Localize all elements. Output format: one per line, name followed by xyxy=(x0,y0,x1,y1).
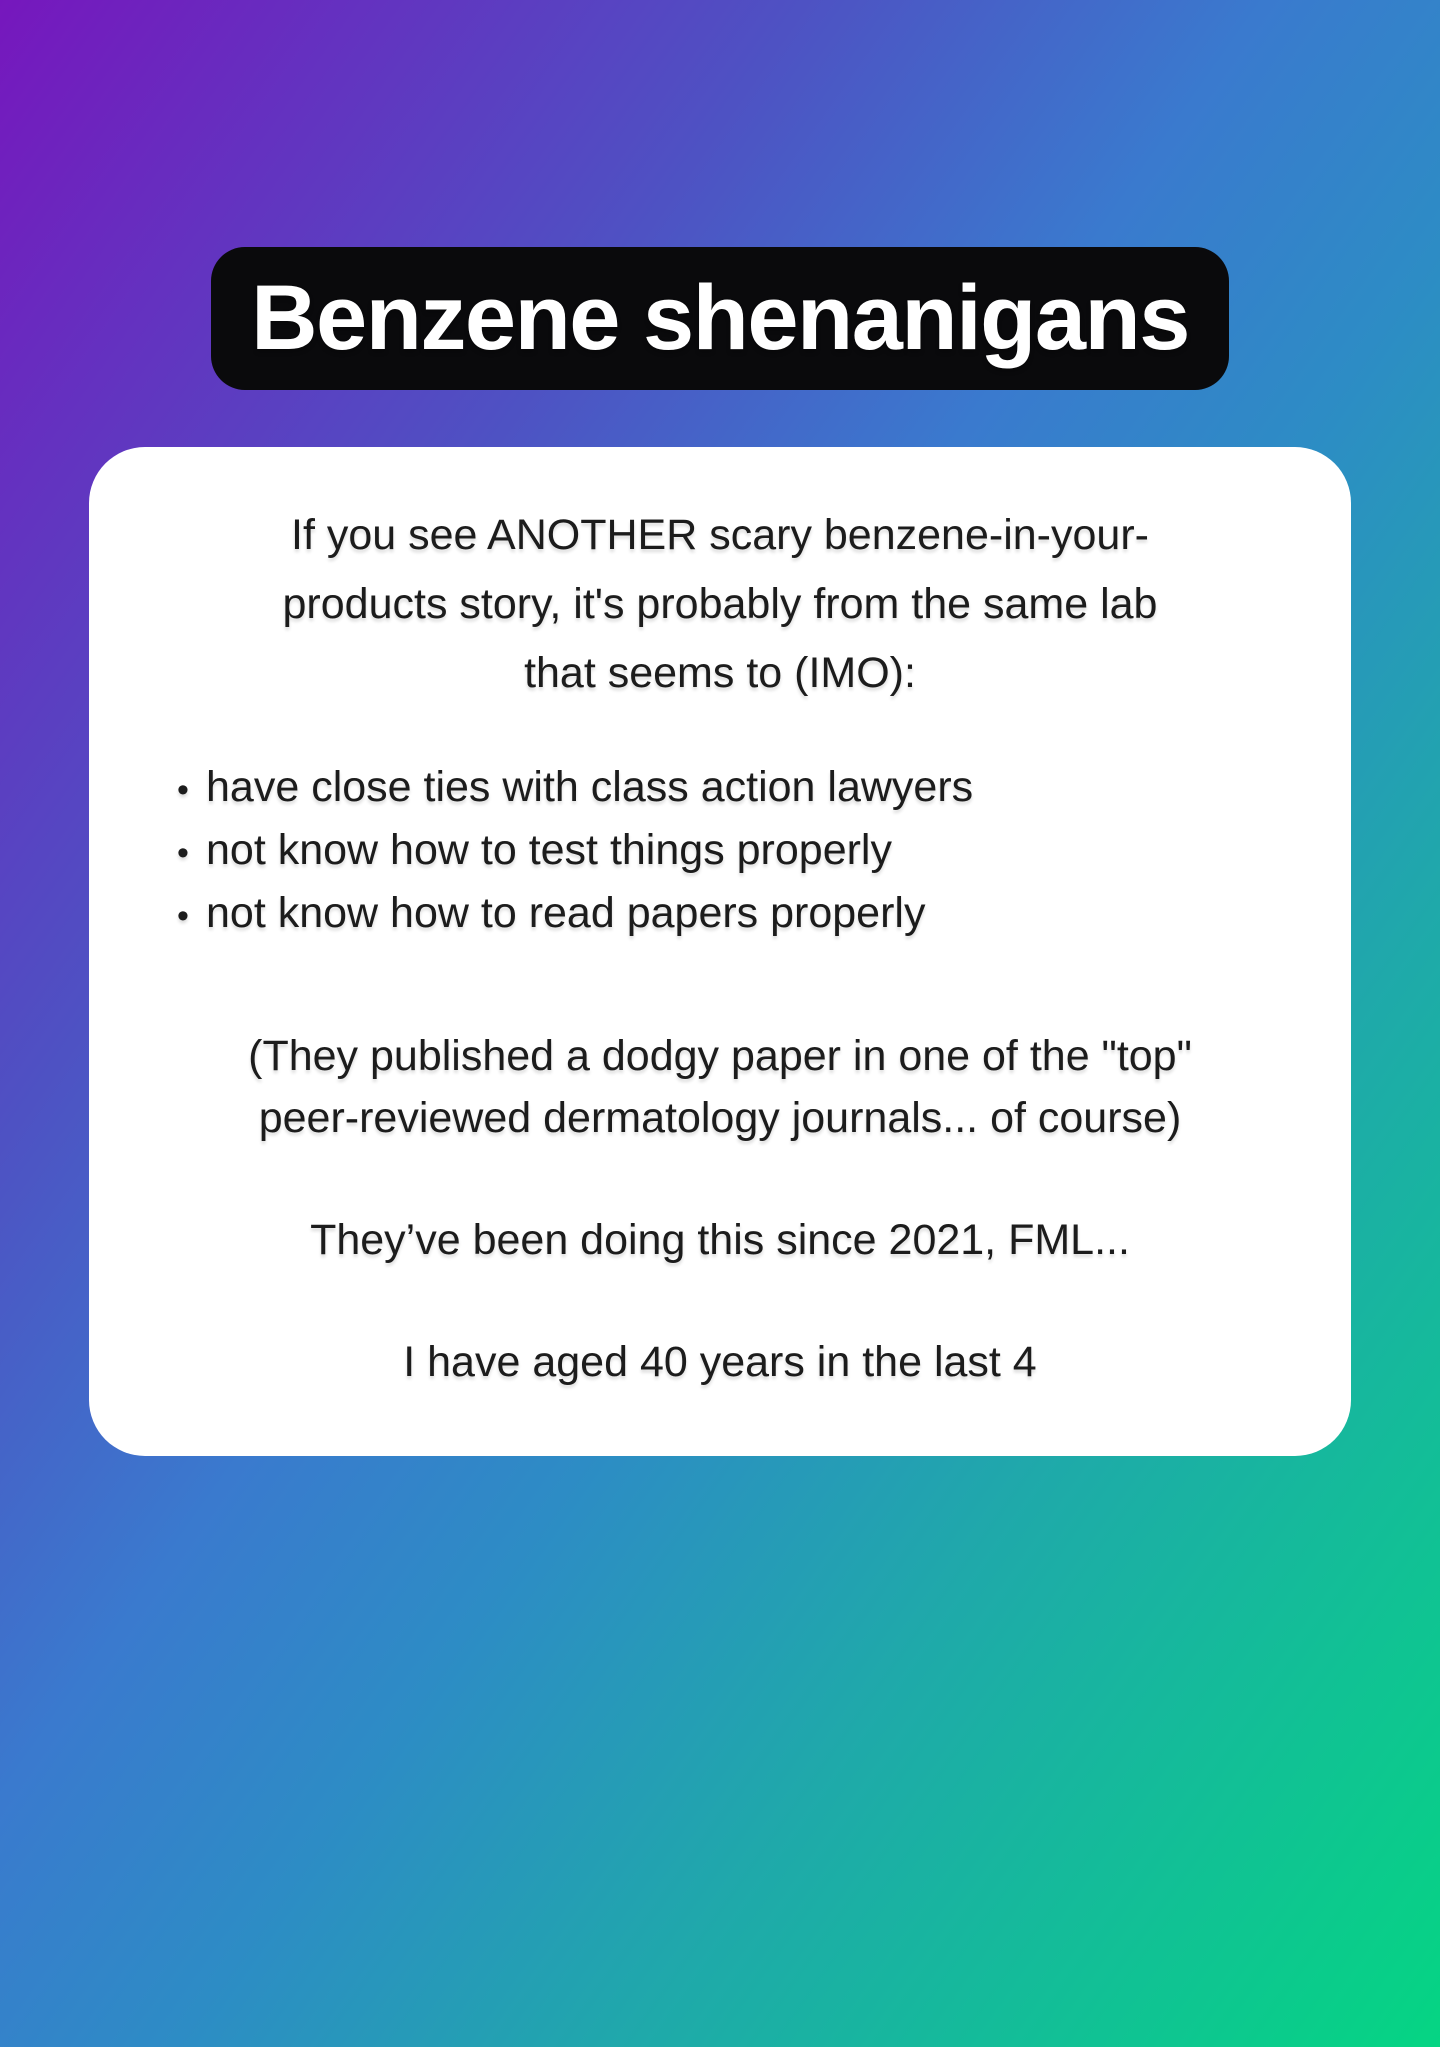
list-item xyxy=(177,883,1291,946)
parenthetical-line: (They published a dodgy paper in one of the "top" xyxy=(248,1032,1192,1080)
statement-aged: I have aged 40 years in the last 4 xyxy=(403,1338,1037,1386)
bullet-icon: • xyxy=(177,834,189,872)
bullet-text: have close ties with class action lawyers xyxy=(206,763,974,811)
bullet-text: not know how to read papers properly xyxy=(206,889,926,937)
intro-line: If you see ANOTHER scary benzene-in-your- xyxy=(291,511,1149,559)
page-title: Benzene shenanigans xyxy=(251,267,1189,369)
list-item xyxy=(177,757,1291,820)
parenthetical-paragraph xyxy=(149,1025,1291,1149)
bullet-icon: • xyxy=(177,771,189,809)
gradient-background xyxy=(0,247,1440,1456)
content-card xyxy=(89,447,1351,1456)
title-box xyxy=(211,247,1229,390)
parenthetical-line: peer-reviewed dermatology journals... of course) xyxy=(258,1094,1182,1142)
intro-line: that seems to (IMO): xyxy=(524,649,916,697)
list-item xyxy=(177,820,1291,883)
bullet-icon: • xyxy=(177,897,189,935)
intro-line: products story, it's probably from the same lab xyxy=(282,580,1158,628)
bullet-text: not know how to test things properly xyxy=(206,826,892,874)
bullet-list xyxy=(149,757,1291,946)
statement-since-2021: They’ve been doing this since 2021, FML... xyxy=(310,1216,1130,1264)
intro-paragraph xyxy=(149,501,1291,708)
